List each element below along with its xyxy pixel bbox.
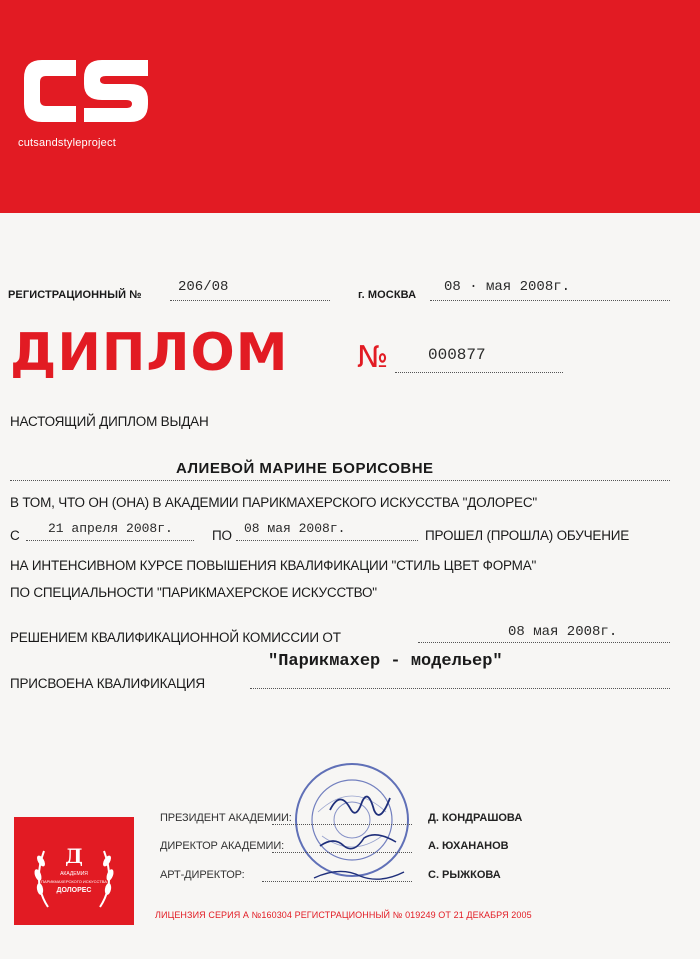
- cs-logo: [14, 38, 154, 148]
- recipient-line: [10, 480, 670, 481]
- signature-name-director: А. ЮХАНАНОВ: [428, 840, 509, 852]
- city-label: г. МОСКВА: [358, 289, 417, 301]
- diploma-number: 000877: [428, 346, 486, 364]
- emblem-brand: ДОЛОРЕС: [56, 887, 92, 894]
- to-date: 08 мая 2008г.: [244, 521, 346, 536]
- academy-emblem: [14, 817, 134, 925]
- to-label: ПО: [212, 528, 232, 543]
- qualification-label: ПРИСВОЕНА КВАЛИФИКАЦИЯ: [10, 676, 205, 691]
- course-line: НА ИНТЕНСИВНОМ КУРСЕ ПОВЫШЕНИЯ КВАЛИФИКАЦИИ "СТИЛЬ ЦВЕТ ФОРМА": [10, 558, 537, 573]
- signature-name-president: Д. КОНДРАШОВА: [428, 812, 523, 824]
- commission-date: 08 мая 2008г.: [508, 624, 618, 640]
- issue-date: 08 · мая 2008г.: [444, 279, 571, 295]
- commission-line: [418, 642, 670, 643]
- qualification-value: "Парикмахер - модельер": [268, 652, 503, 671]
- recipient-name: АЛИЕВОЙ МАРИНЕ БОРИСОВНЕ: [176, 460, 434, 477]
- license-text: ЛИЦЕНЗИЯ СЕРИЯ А №160304 РЕГИСТРАЦИОННЫЙ № 019249 ОТ 21 ДЕКАБРЯ 2005: [155, 910, 532, 920]
- date-line: [430, 300, 670, 301]
- from-line: [26, 540, 194, 541]
- registration-label: РЕГИСТРАЦИОННЫЙ №: [8, 289, 142, 301]
- signature-name-art-director: С. РЫЖКОВА: [428, 869, 501, 881]
- signature-role-art-director: АРТ-ДИРЕКТОР:: [160, 869, 245, 881]
- to-line: [236, 540, 418, 541]
- diploma-number-line: [395, 372, 563, 373]
- from-label: С: [10, 528, 20, 543]
- specialty-line: ПО СПЕЦИАЛЬНОСТИ "ПАРИКМАХЕРСКОЕ ИСКУССТВО": [10, 585, 377, 600]
- handwritten-signatures: [300, 780, 430, 890]
- emblem-text-top: АКАДЕМИЯ: [60, 871, 88, 877]
- number-sign: №: [357, 340, 389, 375]
- header-band: [0, 0, 700, 213]
- registration-number: 206/08: [178, 279, 229, 295]
- commission-label: РЕШЕНИЕМ КВАЛИФИКАЦИОННОЙ КОМИССИИ ОТ: [10, 630, 341, 645]
- diploma-title: ДИПЛОМ: [10, 323, 289, 383]
- emblem-text-sub: ПАРИКМАХЕРСКОГО ИСКУССТВА: [41, 879, 107, 884]
- academy-line: В ТОМ, ЧТО ОН (ОНА) В АКАДЕМИИ ПАРИКМАХЕРСКОГО ИСКУССТВА "ДОЛОРЕС": [10, 495, 537, 510]
- issued-label: НАСТОЯЩИЙ ДИПЛОМ ВЫДАН: [10, 414, 209, 429]
- signature-role-president: ПРЕЗИДЕНТ АКАДЕМИИ:: [160, 812, 292, 824]
- logo-subtext: cutsandstyleproject: [18, 137, 116, 149]
- completed-label: ПРОШЕЛ (ПРОШЛА) ОБУЧЕНИЕ: [425, 528, 630, 543]
- svg-text:Д: Д: [65, 844, 83, 868]
- qualification-line: [250, 688, 670, 689]
- from-date: 21 апреля 2008г.: [48, 521, 173, 536]
- signature-role-director: ДИРЕКТОР АКАДЕМИИ:: [160, 840, 285, 852]
- registration-line: [170, 300, 330, 301]
